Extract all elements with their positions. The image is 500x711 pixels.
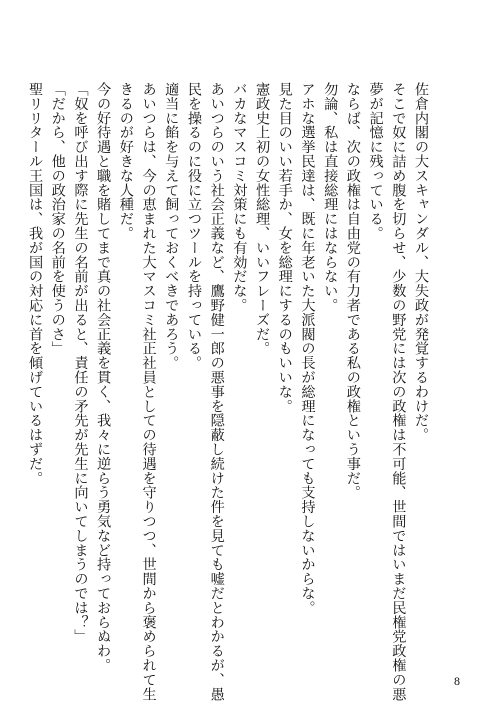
text-line: ならば、次の政権は自由党の有力者である私の政権という事だ。 — [344, 82, 361, 500]
text-line: 憲政史上初の女性総理、いいフレーズだ。 — [254, 82, 271, 356]
text-line: 適当に餡を与えて飼っておくべきであろう。 — [163, 82, 180, 370]
text-line: 「だから、他の政治家の名前を使うのさ」 — [49, 82, 66, 356]
text-line: アホな選挙民達は、既に年老いた大派閥の長が総理になっても支持しないからな。 — [299, 82, 316, 615]
text-line: 「奴を呼び出す際に先生の名前が出ると、責任の矛先が先生に向いてしまうのでは？」 — [72, 82, 89, 644]
body-text — [27, 82, 432, 702]
text-line: 勿論、私は直接総理にはならない。 — [322, 82, 339, 313]
text-line: あいつらは、今の恵まれた大マスコミ社正社員としての待遇を守りつつ、世間から褒められて生 — [140, 82, 157, 702]
text-line: 聖リリタール王国は、我が国の対応に首を傾げているはずだ。 — [27, 82, 44, 486]
text-line: きるのが好きな人種だ。 — [117, 82, 134, 241]
text-line: 今の好待遇と職を賭してまで真の社会正義を貫く、我々に逆らう勇気など持っておらぬわ。 — [95, 82, 112, 673]
text-line: あいつらのいう社会正義など、鷹野健一郎の悪事を隠蔽し続けた件を見ても嘘だとわかるが、愚 — [208, 82, 225, 702]
text-line: 見た目のいい若手か、女を総理にするのもいいな。 — [276, 82, 293, 414]
text-line: 民を操るのに役に立つツールを持っている。 — [185, 82, 202, 370]
text-line: 夢が記憶に残っている。 — [367, 82, 384, 241]
text-line: バカなマスコミ対策にも有効だな。 — [231, 82, 248, 313]
text-line: そこで奴に詰め腹を切らせ、少数の野党には次の政権は不可能、世間ではいまだ民権党政権の悪 — [390, 82, 407, 702]
page-number: 8 — [454, 674, 460, 688]
text-line: 佐倉内閣の大スキャンダル、大失政が発覚するわけだ。 — [413, 82, 429, 442]
